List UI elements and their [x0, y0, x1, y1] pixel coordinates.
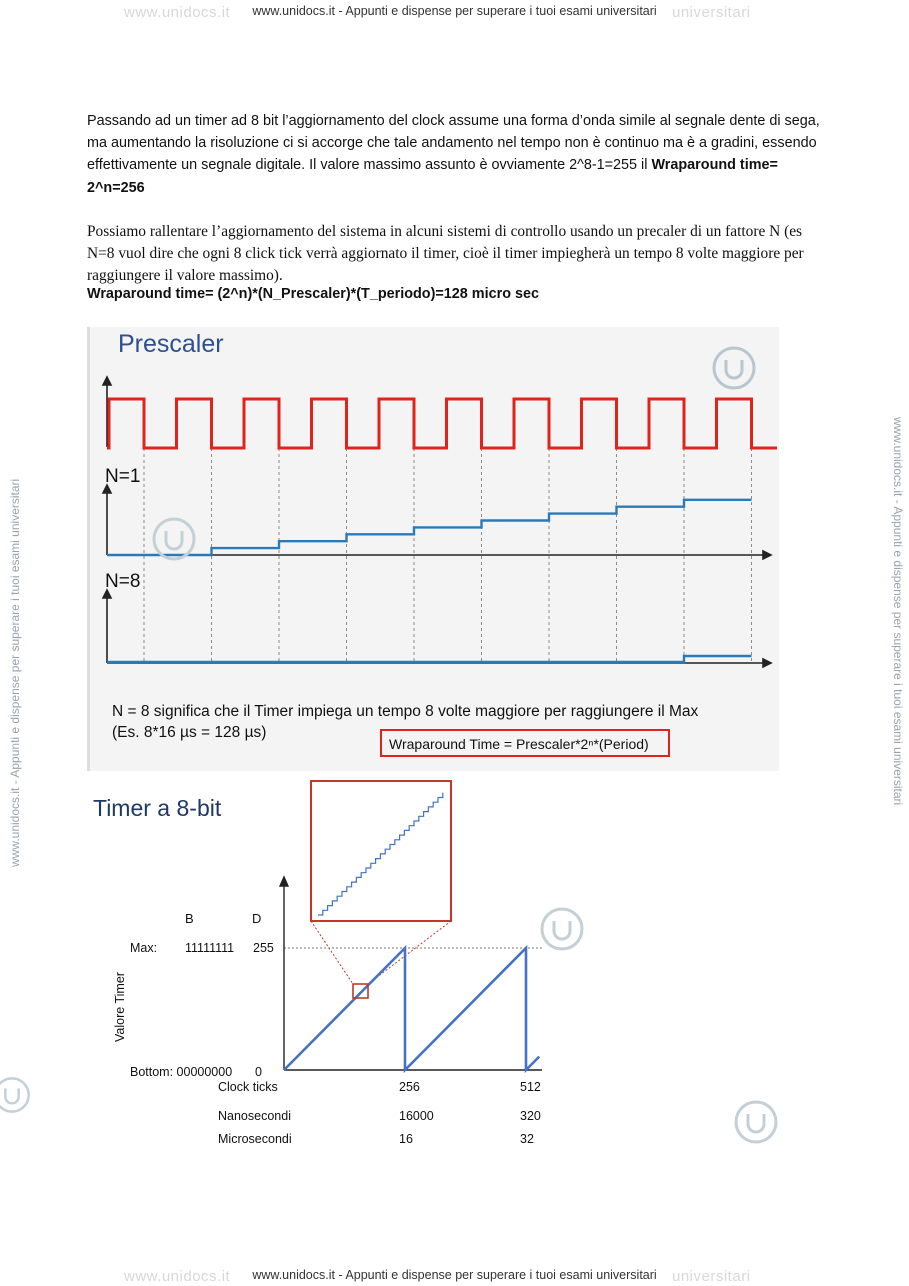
header-faint-left: www.unidocs.it	[124, 4, 231, 21]
paragraph-timer-8bit	[87, 110, 822, 199]
paragraph-timer-8bit-text: Passando ad un timer ad 8 bit l’aggiornamento del clock assume una forma d’onda simile al segnale dente di sega, ma aumentando la risoluzione ci si accorge che tale andamento nel tempo non è continuo ma è a gradini, essendo effettivamente un segnale digitale. Il valore massimo assunto è ovviamente 2^8-1=255 il	[87, 113, 820, 174]
paragraph-wraparound-formula: Wraparound time= (2^n)*(N_Prescaler)*(T_periodo)=128 micro sec	[87, 286, 539, 302]
micro-16: 16	[399, 1132, 413, 1146]
nano-320: 320	[520, 1109, 541, 1123]
bottom-value: 0	[255, 1065, 262, 1079]
max-value: 255	[253, 941, 274, 955]
watermark-logo-icon	[0, 1075, 32, 1115]
row-nanosecondi: Nanosecondi	[218, 1109, 291, 1123]
col-d-header: D	[252, 911, 262, 926]
bottom-label: Bottom: 00000000	[130, 1065, 233, 1079]
y-axis-label: Valore Timer	[113, 972, 127, 1042]
header-faint-right: universitari	[672, 4, 751, 21]
header-text: www.unidocs.it - Appunti e dispense per superare i tuoi esami universitari	[252, 4, 657, 18]
paragraph-wraparound-bold: Wraparound time= 2^n=256	[87, 157, 778, 196]
side-watermark-right: www.unidocs.it - Appunti e dispense per superare i tuoi esami universitari	[891, 417, 905, 806]
clock-tick-256: 256	[399, 1080, 420, 1094]
caption-line-1: N = 8 significa che il Timer impiega un tempo 8 volte maggiore per raggiungere il Max	[112, 703, 699, 720]
watermark-logo-icon	[150, 515, 198, 563]
footer-text: www.unidocs.it - Appunti e dispense per superare i tuoi esami universitari	[252, 1268, 657, 1282]
sawtooth-line	[284, 948, 539, 1070]
caption-line-2: (Es. 8*16 µs = 128 µs)	[112, 724, 267, 741]
col-b-header: B	[185, 911, 194, 926]
max-binary: 11111111	[185, 941, 235, 955]
page-header	[0, 4, 909, 21]
label-n1: N=1	[105, 466, 141, 487]
row-microsecondi: Microsecondi	[218, 1132, 292, 1146]
clock-tick-512: 512	[520, 1080, 541, 1094]
formula-text: Wraparound Time = Prescaler*2ⁿ*(Period)	[389, 736, 649, 752]
footer-faint-right: universitari	[672, 1268, 751, 1285]
micro-32: 32	[520, 1132, 534, 1146]
prescaler-title: Prescaler	[118, 330, 224, 358]
nano-16000: 16000	[399, 1109, 434, 1123]
label-n8: N=8	[105, 571, 141, 592]
zoom-guide-left	[311, 921, 353, 984]
timer-title: Timer a 8-bit	[93, 795, 222, 821]
footer-faint-left: www.unidocs.it	[124, 1268, 231, 1285]
timer-8bit-figure	[87, 778, 557, 1150]
row-clock-ticks: Clock ticks	[218, 1080, 278, 1094]
watermark-logo-icon	[732, 1098, 780, 1146]
paragraph-prescaler: Possiamo rallentare l’aggiornamento del sistema in alcuni sistemi di controllo usando un precaler di un fattore N (es N=8 vuol dire che ogni 8 click tick verrà aggiornato il timer, cioè il timer impiegherà un tempo 8 volte maggiore per raggiungere il valore massimo).	[87, 223, 804, 285]
zoom-box	[311, 781, 451, 921]
page-footer	[0, 1268, 909, 1285]
max-label: Max:	[130, 941, 158, 955]
watermark-logo-icon	[710, 344, 758, 392]
watermark-logo-icon	[538, 905, 586, 953]
side-watermark-left: www.unidocs.it - Appunti e dispense per superare i tuoi esami universitari	[8, 478, 22, 867]
